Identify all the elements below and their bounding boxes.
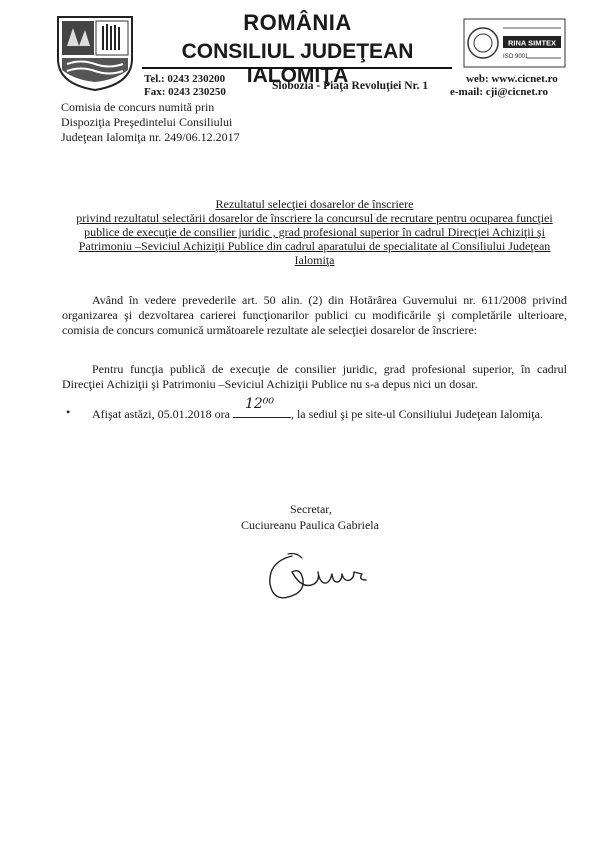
iso-certification-logo [463, 18, 566, 68]
cert-standard: ISO 9001 [503, 54, 529, 60]
posting-suffix: , la sediul şi pe site-ul Consiliului Judeţean Ialomiţa. [290, 407, 543, 421]
commission-line: Judeţean Ialomiţa nr. 249/06.12.2017 [61, 130, 240, 144]
title-line: Ialomiţa [294, 253, 335, 267]
header-council-name: CONSILIUL JUDEŢEAN IALOMIŢA [181, 40, 414, 87]
title-line: publice de execuţie de consilier juridic , grad profesional superior în cadrul Direcţiei Achiziţii şi [84, 225, 545, 239]
header-address: Slobozia - Piaţa Revoluţiei Nr. 1 [272, 80, 429, 92]
commission-reference [61, 100, 240, 145]
header-website: web: www.cicnet.ro [466, 73, 558, 85]
commission-line: Dispoziţia Preşedintelui Consiliului [61, 115, 233, 129]
header-divider [142, 67, 452, 69]
handwritten-signature [262, 550, 382, 610]
posting-notice [92, 396, 543, 422]
posting-prefix: Afişat astăzi, 05.01.2018 ora [92, 407, 230, 421]
secretary-title: Secretar, [290, 502, 332, 516]
title-line: Patrimoniu –Seviciul Achiziţii Publice din cadrul aparatului de specialitate al Consiliului Judeţean [78, 239, 551, 253]
header-fax: Fax: 0243 230250 [144, 86, 226, 98]
bullet-icon: • [66, 405, 71, 419]
title-heading: Rezultatul selecţiei dosarelor de înscriere [215, 197, 414, 211]
cert-brand: RINA SIMTEX [507, 38, 557, 48]
title-line: privind rezultatul selectării dosarelor de înscriere la concursul de recrutare pentru ocuparea funcţiei [76, 211, 553, 225]
county-coat-of-arms [55, 14, 135, 92]
body-paragraph-legal-basis: Având în vedere prevederile art. 50 alin. (2) din Hotărârea Guvernului nr. 611/2008 privind organizarea şi dezvoltarea carierei funcţionarilor publici cu modificările şi completările ulterioare, comisia de concurs comunică următoarele rezultate ale selecţiei dosarelor de înscriere: [62, 293, 567, 337]
posting-hour-handwritten: 12⁰⁰ [244, 396, 275, 412]
document-title [62, 197, 567, 267]
body-paragraph-result: Pentru funcţia publică de execuţie de consilier juridic, grad profesional superior, în cadrul Direcţiei Achiziţii şi Patrimoniu –Seviciul Achiziţii Publice nu s-a depus nici un dosar. [62, 362, 567, 391]
header-phone: Tel.: 0243 230200 [144, 73, 226, 85]
header-email: e-mail: cji@cicnet.ro [450, 86, 548, 98]
secretary-name: Cuciureanu Paulica Gabriela [241, 518, 379, 532]
header-country: ROMÂNIA [243, 10, 352, 35]
posting-hour-field [233, 396, 291, 418]
commission-line: Comisia de concurs numită prin [61, 100, 215, 114]
